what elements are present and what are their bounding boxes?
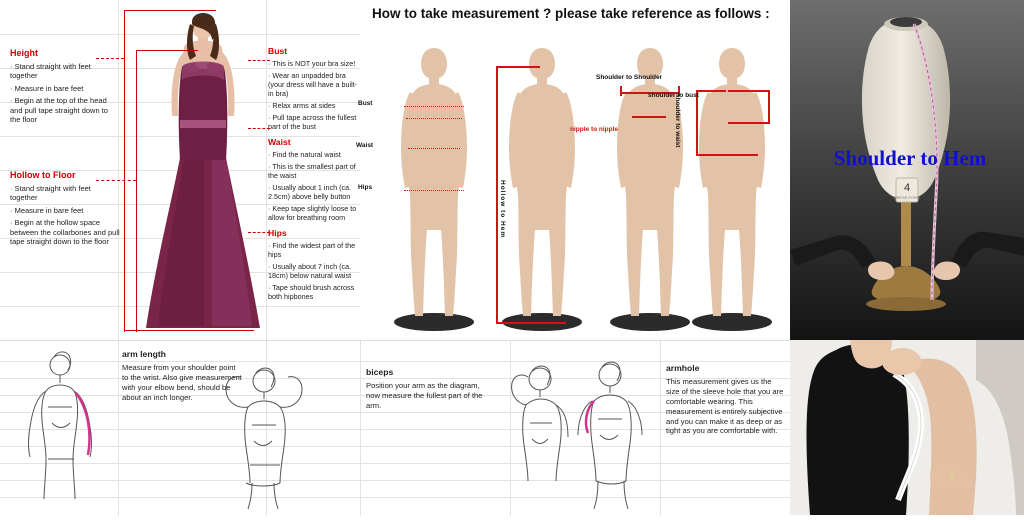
figure-bust-waist-hips xyxy=(356,30,486,335)
bust-bullet-0: · This is NOT your bra size! xyxy=(268,59,356,68)
height-bullet-1: · Measure in bare feet xyxy=(10,83,84,93)
hips-bullet-2: · Tape should brush across both hipbones xyxy=(268,283,355,301)
armhole-text: This measurement gives us the size of the sleeve hole that you are comfortable wearing. This measurement is entirely subjective and you can make it as deep or as tight as you are comfortable with. xyxy=(666,377,784,436)
left-panel xyxy=(0,0,360,340)
figure2-label-hollow-to-hem: Hollow to Hem xyxy=(499,180,506,239)
hollow-to-floor-bullet-1: · Measure in bare feet xyxy=(10,205,84,215)
hips-connector xyxy=(248,232,270,233)
waist-bullet-1: · This is the smallest part of the waist xyxy=(268,162,356,180)
hips-bullet-1: · Usually about 7 inch (ca. 18cm) below natural waist xyxy=(268,262,352,280)
bust-title: Bust xyxy=(268,46,288,56)
waist-connector xyxy=(248,128,270,129)
figure3-label-nipple-to-nipple: nipple to nipple xyxy=(570,126,619,133)
height-connector xyxy=(96,58,124,59)
bust-bullet-2: · Relax arms at sides xyxy=(268,101,336,110)
bottom-panel xyxy=(0,340,790,516)
height-title: Height xyxy=(10,48,38,58)
waist-title: Waist xyxy=(268,137,291,147)
hollow-to-floor-block xyxy=(10,170,120,249)
hips-bullet-0: · Find the widest part of the hips xyxy=(268,241,356,259)
arm-length-sketch xyxy=(18,347,102,512)
bust-connector xyxy=(248,60,270,61)
hollow-to-floor-bullet-0: · Stand straight with feet together xyxy=(10,184,91,203)
height-block xyxy=(10,48,120,127)
biceps-text: Position your arm as the diagram, now measure the fullest part of the arm. xyxy=(366,381,483,410)
figure-shoulder-to-waist xyxy=(648,30,784,335)
middle-panel xyxy=(356,0,790,340)
arm-length-text: Measure from your shoulder point to the wrist. Also give measurement with your elbow bend, should be about an inch longer. xyxy=(122,363,242,402)
svg-text:DRESS FORM: DRESS FORM xyxy=(893,195,921,200)
armhole-block xyxy=(666,363,784,436)
arm-length-title: arm length xyxy=(122,349,166,359)
height-bullet-2: · Begin at the top of the head and pull tape straight down to the floor xyxy=(10,96,108,124)
hollow-to-floor-bullet-2: · Begin at the hollow space between the collarbones and pull tape straight down to the floor xyxy=(10,218,120,246)
hips-title: Hips xyxy=(268,228,287,238)
hollow-connector xyxy=(96,180,136,181)
bust-waist-hips-block xyxy=(268,46,360,304)
figure4-label-shoulder-to-waist: shoulder to waist xyxy=(674,94,681,148)
svg-text:4: 4 xyxy=(903,182,911,194)
biceps-title: biceps xyxy=(366,367,394,377)
waist-bullet-3: · Keep tape slightly loose to allow for breathing room xyxy=(268,204,357,222)
figure-hollow-to-hem xyxy=(490,30,594,335)
bust-bullet-3: · Pull tape across the fullest part of the bust xyxy=(268,113,357,131)
biceps-block xyxy=(366,367,494,411)
waist-bullet-0: · Find the natural waist xyxy=(268,150,341,159)
dress-form-photo xyxy=(790,0,1024,340)
biceps-sketch-left xyxy=(212,361,322,516)
shoulder-to-hem-caption: Shoulder to Hem xyxy=(833,146,987,170)
waist-bullet-2: · Usually about 1 inch (ca. 2.5cm) above belly button xyxy=(268,183,352,201)
middle-panel-title: How to take measurement ? please take reference as follows : xyxy=(372,6,770,21)
bust-bullet-1: · Wear an unpadded bra (your dress will have a built-in bra) xyxy=(268,71,358,98)
figure1-label-hips: Hips xyxy=(358,184,373,191)
hollow-to-floor-title: Hollow to Floor xyxy=(10,170,76,180)
dress-illustration xyxy=(140,8,265,333)
figure3-label-shoulder-to-shoulder: Shoulder to Shoulder xyxy=(596,74,663,81)
figure4-label-shoulder-to-bust: shoulder to bust xyxy=(648,92,699,99)
armhole-photo xyxy=(790,340,1024,515)
armhole-sketch xyxy=(566,355,656,520)
armhole-title: armhole xyxy=(666,363,700,373)
figure1-label-bust: Bust xyxy=(358,100,373,107)
figure1-label-waist: Waist xyxy=(356,142,374,149)
height-bullet-0: · Stand straight with feet together xyxy=(10,62,91,81)
